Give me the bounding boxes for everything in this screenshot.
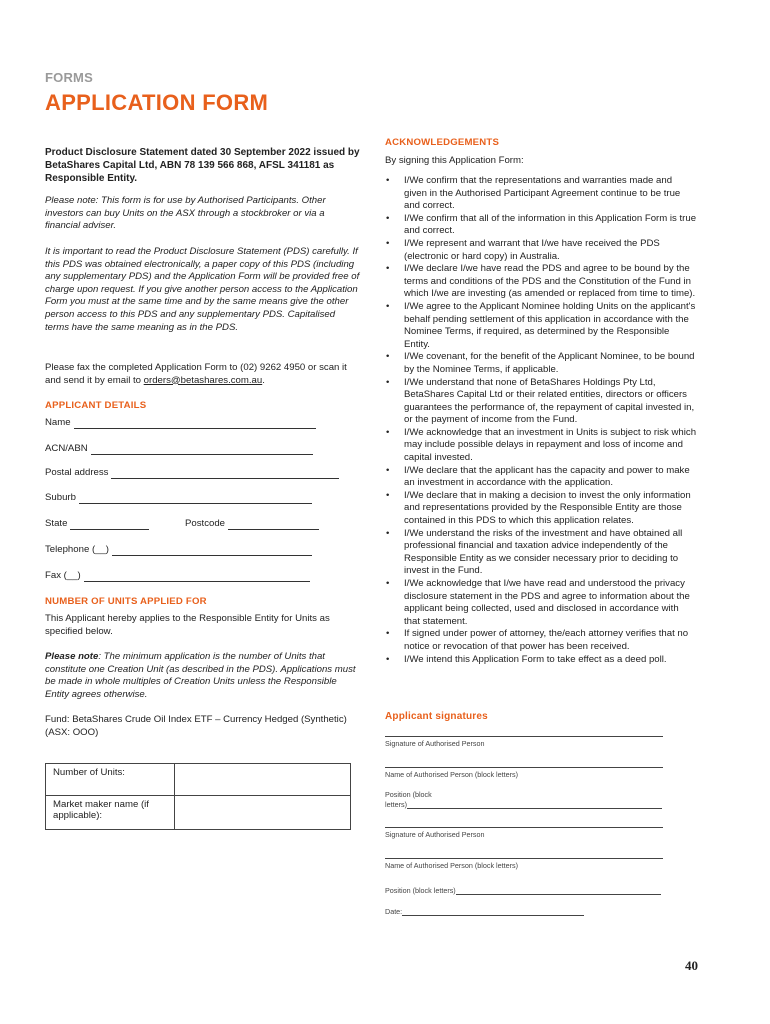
acknowledgement-item: • I/We agree to the Applicant Nominee holding Units on the applicant's behalf pending settlement of this application in accordance with the Nominee Terms, if required, as determined by the Responsible Entity. (386, 300, 696, 350)
acknowledgement-item: • I/We represent and warrant that I/we have received the PDS (electronic or hard copy) in Australia. (386, 237, 660, 262)
name-label-1: Name of Authorised Person (block letters) (385, 770, 519, 779)
postcode-field[interactable] (185, 518, 319, 530)
date-field[interactable]: Date: (385, 907, 584, 916)
fax-input-line[interactable] (84, 572, 310, 582)
telephone-input-line[interactable] (112, 546, 312, 556)
bullet-icon: • (386, 464, 390, 476)
bullet-icon: • (386, 426, 390, 438)
signature-line-2[interactable] (385, 827, 663, 828)
section-label: FORMS (45, 70, 93, 85)
units-input-cell[interactable] (175, 764, 351, 796)
state-input-line[interactable] (70, 520, 149, 530)
signature-line-1[interactable] (385, 736, 663, 737)
signatures-heading: Applicant signatures (385, 711, 488, 722)
units-table (45, 763, 351, 830)
postal-address-field[interactable] (45, 467, 339, 479)
fax-field[interactable] (45, 570, 310, 582)
name-line-1[interactable] (385, 767, 663, 768)
page-title: APPLICATION FORM (45, 90, 269, 115)
page-number: 40 (685, 958, 698, 973)
bullet-icon: • (386, 212, 390, 224)
suburb-field[interactable] (45, 492, 312, 504)
applicant-details-heading: APPLICANT DETAILS (45, 400, 147, 411)
pds-read-note: It is important to read the Product Disclosure Statement (PDS) carefully. If this PDS was obtained electronically, a paper copy of this PDS (including any supplementary PDS) and the Application Form will be provided free of charge upon request. If you give another person access to the Application Form you must at the same time and by the same means give the other person access to this PDS and any supplementary PDS. Capitalised terms have the same meaning as in the PDS. (45, 246, 360, 333)
postal-address-label: Postal address (45, 467, 109, 478)
postcode-label: Postcode (185, 518, 226, 529)
bullet-icon: • (386, 628, 390, 640)
signature-label-1: Signature of Authorised Person (385, 739, 485, 748)
bullet-icon: • (386, 376, 390, 388)
position-line-1[interactable] (407, 801, 662, 809)
bullet-icon: • (386, 175, 390, 186)
acn-label: ACN/ABN (45, 443, 88, 454)
bullet-icon: • (386, 578, 390, 589)
name-label: Name (45, 417, 71, 428)
acknowledgement-item: • I/We acknowledge that I/we have read and understood the privacy disclosure statement in the PDS and agree to information about the applicant being collected, used and disclosed in accordance with that statement. (386, 578, 690, 627)
acknowledgement-item: • I/We declare I/we have read the PDS and agree to be bound by the terms and conditions of the PDS and the Constitution of the Fund in which I/we are investing (as amended or replaced from time to time). (386, 263, 696, 300)
acn-field[interactable] (45, 443, 313, 455)
minimum-application-note: Please note: The minimum application is the number of Units that constitute one Creation Unit (as described in the PDS). Applications must be made in whole multiples of Creation Units unless the Responsible Entity agrees otherwise. (45, 651, 356, 700)
postcode-input-line[interactable] (228, 520, 319, 530)
acknowledgement-item: • I/We declare that the applicant has the capacity and power to make an investment in accordance with the application. (386, 464, 690, 489)
fax-label: Fax (__) (45, 570, 81, 581)
position-field-1[interactable]: letters) (385, 800, 662, 809)
suburb-label: Suburb (45, 492, 76, 503)
bullet-icon: • (386, 489, 390, 501)
units-text: This Applicant hereby applies to the Responsible Entity for Units as specified below. (45, 613, 330, 637)
position-field-2[interactable]: Position (block letters) (385, 886, 661, 895)
signature-label-2: Signature of Authorised Person (385, 830, 485, 839)
bullet-icon: • (386, 527, 390, 539)
date-line[interactable] (402, 908, 584, 916)
name-input-line[interactable] (74, 419, 316, 429)
acknowledgement-item: • If signed under power of attorney, the/each attorney verifies that no notice or revocation of that power has been received. (386, 628, 689, 652)
email-link[interactable]: orders@betashares.com.au (143, 374, 263, 386)
acknowledgement-item: • I/We understand that none of BetaShares Holdings Pty Ltd, BetaShares Capital Ltd or their related entities, directors or officers guarantees the performance of, the repayment of capital invested in, or the payment of income from the Fund. (386, 376, 695, 426)
bullet-icon: • (386, 300, 390, 312)
market-maker-input-cell[interactable] (175, 796, 351, 830)
authorised-participants-note: Please note: This form is for use by Authorised Participants. Other investors can buy Units on the ASX through a stockbroker or via a financial adviser. (45, 195, 326, 232)
suburb-input-line[interactable] (79, 494, 312, 504)
units-heading: NUMBER OF UNITS APPLIED FOR (45, 596, 207, 607)
acknowledgement-item: • I/We confirm that all of the information in this Application Form is true and correct. (386, 212, 697, 237)
telephone-field[interactable] (45, 544, 312, 556)
name-field[interactable] (45, 417, 316, 429)
acknowledgement-item: • I/We declare that in making a decision to invest the only information and representations provided by the Responsible Entity are those contained in this PDS to which this application relates. (386, 489, 691, 527)
state-label: State (45, 518, 68, 529)
fax-instructions: Please fax the completed Application Form to (02) 9262 4950 or scan it and send it by email to orders@betashares.com.au. (45, 362, 347, 386)
market-maker-label-cell: Market maker name (if applicable): (46, 796, 175, 830)
acknowledgement-item: • I/We acknowledge that an investment in Units is subject to risk which may include possible delays in repayment and loss of income and capital invested. (386, 426, 697, 464)
name-label-2: Name of Authorised Person (block letters) (385, 861, 519, 870)
acknowledgement-item: • I/We covenant, for the benefit of the Applicant Nominee, to be bound by the Nominee Terms, if applicable. (386, 351, 695, 375)
fund-name: Fund: BetaShares Crude Oil Index ETF – Currency Hedged (Synthetic) (ASX: OOO) (45, 714, 347, 738)
units-label-cell: Number of Units: (46, 764, 175, 796)
acn-input-line[interactable] (91, 445, 313, 455)
position-line-2[interactable] (456, 887, 661, 895)
pds-heading: Product Disclosure Statement dated 30 September 2022 issued by BetaShares Capital Ltd, ABN 78 139 566 868, AFSL 341181 as Responsible Entity. (45, 147, 360, 184)
position-label-1a: Position (block (385, 790, 432, 799)
acknowledgements-list (385, 175, 697, 666)
bullet-icon: • (386, 237, 390, 249)
acknowledgements-intro: By signing this Application Form: (385, 155, 524, 166)
bullet-icon: • (386, 653, 390, 665)
state-field[interactable] (45, 518, 149, 530)
bullet-icon: • (386, 351, 390, 363)
postal-input-line[interactable] (111, 469, 339, 479)
name-line-2[interactable] (385, 858, 663, 859)
acknowledgement-item: • I/We intend this Application Form to take effect as a deed poll. (386, 653, 667, 665)
bullet-icon: • (386, 263, 390, 275)
acknowledgement-item: • I/We confirm that the representations and warranties made and given in the Authorised Participant Agreement continue to be true and correct. (386, 175, 681, 212)
acknowledgement-item: • I/We understand the risks of the investment and have obtained all professional financial and taxation advice independently of the Responsible Entity as we consider necessary prior to deciding to invest in the Fund. (386, 527, 683, 577)
acknowledgements-heading: ACKNOWLEDGEMENTS (385, 137, 500, 148)
telephone-label: Telephone (__) (45, 544, 110, 555)
